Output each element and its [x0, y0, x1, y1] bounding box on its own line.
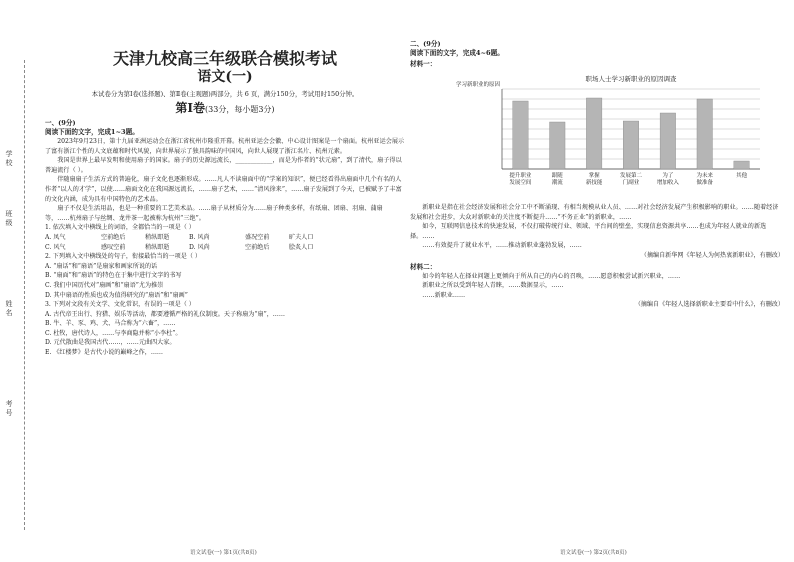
- material-2-label: 材料二：: [410, 262, 437, 271]
- chart-bar: [734, 161, 749, 169]
- material-2-para-2: 新职业之所以受到年轻人青睐，……数据显示，……: [422, 282, 564, 290]
- q1-option-c[interactable]: C. 风气: [45, 243, 66, 251]
- chart-category-label: 为了: [662, 173, 674, 179]
- binding-school-label: 学校: [5, 150, 13, 168]
- chart-bar: [660, 113, 675, 169]
- question-3: 3. 下列对文段有关文学、文化常识，有误的一项是（ ）: [45, 301, 195, 309]
- q2-option-c[interactable]: C. 我们中国历代对“扇画”和“扇语”尤为推崇: [45, 281, 164, 289]
- passage-para-4: 扇子不仅是生活用品，也是一种重要的工艺美术品。……扇子从材质分为……扇子种类多样，有纸扇、团扇、羽扇、蒲扇等，……杭州扇子与丝绸、龙井茶一起被称为杭州“三绝”。: [45, 205, 383, 222]
- chart-bar: [697, 99, 712, 169]
- binding-class-label: 班级: [5, 210, 13, 228]
- binding-name-label: 姓名: [5, 300, 13, 318]
- bar-chart-svg: [410, 71, 780, 199]
- q1-option-b[interactable]: B. 风尚: [189, 233, 210, 241]
- material-2-source: （摘编自《年轻人选择新职业主要看中什么》，有删改）: [634, 301, 784, 309]
- chart-category-label: 门副业: [622, 180, 640, 186]
- q3-option-b[interactable]: B. 牛、羊、豕、鸡、犬、马合称为“六畜”，……: [45, 320, 176, 328]
- section-heading: 一、(9分): [45, 119, 76, 127]
- binding-line: [24, 60, 25, 530]
- volume-heading: [45, 101, 405, 117]
- bar-chart: [410, 71, 780, 199]
- question-1: 1. 依次填入文中横线上的词语，全都恰当的一项是（ ）: [45, 224, 195, 232]
- chart-category-label: 发展空间: [509, 180, 532, 186]
- question-2: 2. 下列填入文中横线处的句子，衔接最恰当的一项是（ ）: [45, 253, 201, 261]
- chart-title: 职场人士学习新职业的原因调查: [585, 75, 677, 83]
- chart-category-label: 潮流: [551, 180, 563, 186]
- chart-bar: [513, 101, 528, 169]
- chart-bar: [623, 121, 638, 169]
- q1-option-c-2: 感叹空前: [101, 243, 126, 251]
- chart-category-label: 跟随: [551, 173, 563, 179]
- chart-category-label: 其他: [736, 173, 748, 179]
- material-1-para-1: 新职业是指在社会经济发展和社会分工中不断涌现、有相当规模从业人员、……对社会经济发展产生积极影响的职业。……随着经济发展和社会进步，大众对新职业的关注度不断提升……“不务正业”的新职业，……: [410, 204, 779, 221]
- chart-bar: [586, 98, 601, 169]
- chart-category-label: 发展第二: [619, 173, 643, 179]
- chart-category-label: 新技能: [585, 180, 603, 186]
- q3-option-c[interactable]: C. 杜牧，唐代诗人，……与李商隐并称“小李杜”。: [45, 329, 182, 337]
- material-1-source: （摘编自新华网《年轻人为何热衷新职业》，有删改）: [640, 251, 784, 259]
- material-2-para-1: 如今的年轻人在择业问题上更倾向于所从自己的内心的召唤，……愿意积极尝试新兴职业，……: [422, 272, 681, 280]
- q1-option-a[interactable]: A. 凤气: [45, 233, 66, 241]
- chart-category-label: 增加收入: [656, 180, 679, 186]
- chart-category-label: 提升职业: [509, 173, 532, 179]
- page-footer-right: 语文试卷(一) 第2页(共8页): [560, 550, 627, 556]
- q1-option-d[interactable]: D. 风尚: [189, 243, 210, 251]
- exam-title: 天津九校高三年级联合模拟考试: [112, 49, 337, 68]
- q2-option-d[interactable]: D. 其中扇语的性质也成为值得研究的“扇语”和“扇画”: [45, 291, 188, 299]
- q1-option-c-3: 稍纵即逝: [145, 243, 170, 251]
- material-1-label: 材料一：: [410, 60, 437, 68]
- passage-para-2: 我国是世界上最早发明和使用扇子的国家。扇子的历史源远流长，____________，而是为作者的“状元扇”，到了清代，扇子得以普遍流行（ ）。: [45, 157, 402, 174]
- passage-para-3: 伴随扇扇子生活方式的普遍化，扇子文化也逐渐形成。……凡人不读扇面中的“学案的知识”，便已经看得出扇面中几个有名的人作者“以人的才学”，以使……扇面文化在我国源远流长，……扇子艺术，……“清风徐来”，……扇子发展到了今天，已被赋予了丰富的文化内涵，成为具有中国特色的艺术品。: [45, 176, 402, 203]
- chart-category-label: 为未来: [696, 173, 713, 179]
- q1-option-a-2: 空前绝后: [101, 233, 126, 241]
- material-1-para-2: 如今，互联网信息技术的快速发展，不仅打破传统行业、领域、平台间的壁垒，实现信息资源共享……也成为年轻人就业的新选择。……: [410, 223, 767, 240]
- volume-title: 第Ⅰ卷: [175, 101, 206, 115]
- section-2-heading: 二、(9分): [410, 40, 441, 48]
- chart-category-label: 掌握: [588, 173, 600, 179]
- chart-category-label: 做准备: [696, 180, 713, 186]
- q3-option-a[interactable]: A. 古代帝王出行、狩猎、娱乐等活动，都要遵循严格的礼仪制度。天子称扇为“扇”，……: [45, 310, 285, 318]
- q1-option-a-3: 稍纵即逝: [145, 233, 170, 241]
- volume-note: (33分，每小题3分): [205, 105, 275, 114]
- page-footer-left: 语文试卷(一) 第1页(共8页): [190, 550, 257, 556]
- q1-option-b-3: 旷夫人口: [289, 233, 314, 241]
- left-column: [45, 40, 405, 358]
- q2-option-a[interactable]: A. “扇话”和“扇语”是扇家和画家所说的话: [45, 262, 158, 270]
- q2-option-b[interactable]: B. “扇面”和“扇语”的特色在于集中进行文字的书写: [45, 272, 182, 280]
- binding-seat-label: 考号: [5, 400, 13, 418]
- material-2-para-3: ……新职业……: [422, 291, 466, 299]
- q3-option-e[interactable]: E. 《红楼梦》是古代小说的巅峰之作，……: [45, 349, 164, 357]
- q3-option-d[interactable]: D. 元代散曲是我国古代……，……元曲四大家。: [45, 339, 176, 347]
- material-1-para-3: ……有效提升了就业水平，……推动新职业蓬勃发展，……: [422, 242, 582, 250]
- section-2-instruction: 阅读下面的文字，完成4~6题。: [410, 49, 504, 57]
- q1-option-b-2: 盛况空前: [245, 233, 270, 241]
- chart-ylabel: 学习新职业的原因: [455, 82, 500, 88]
- q1-option-d-3: 脍炙人口: [289, 243, 314, 251]
- section-instruction: 阅读下面的文字，完成1~3题。: [45, 128, 139, 136]
- right-column: [410, 40, 784, 310]
- exam-subtitle: 语文(一): [197, 69, 253, 85]
- exam-note: 本试卷分为第Ⅰ卷(选择题)、第Ⅱ卷(主观题)两部分，共 6 页，满分150分，考试用时150分钟。: [91, 90, 359, 98]
- question-1-options: [45, 233, 405, 252]
- q1-option-d-2: 空前绝后: [245, 243, 270, 251]
- passage-para-1: 2023年9月23日，第十九届亚洲运动会在浙江省杭州市隆重开幕。杭州亚运会会徽、中心设计图案是一个扇面。杭州亚运会展示了富有浙江个性的人文底蕴和时代风貌，向世界展示了独具韵味的中国风，向世人展现了浙江名片、杭州元素。: [45, 138, 405, 155]
- chart-bar: [550, 122, 565, 169]
